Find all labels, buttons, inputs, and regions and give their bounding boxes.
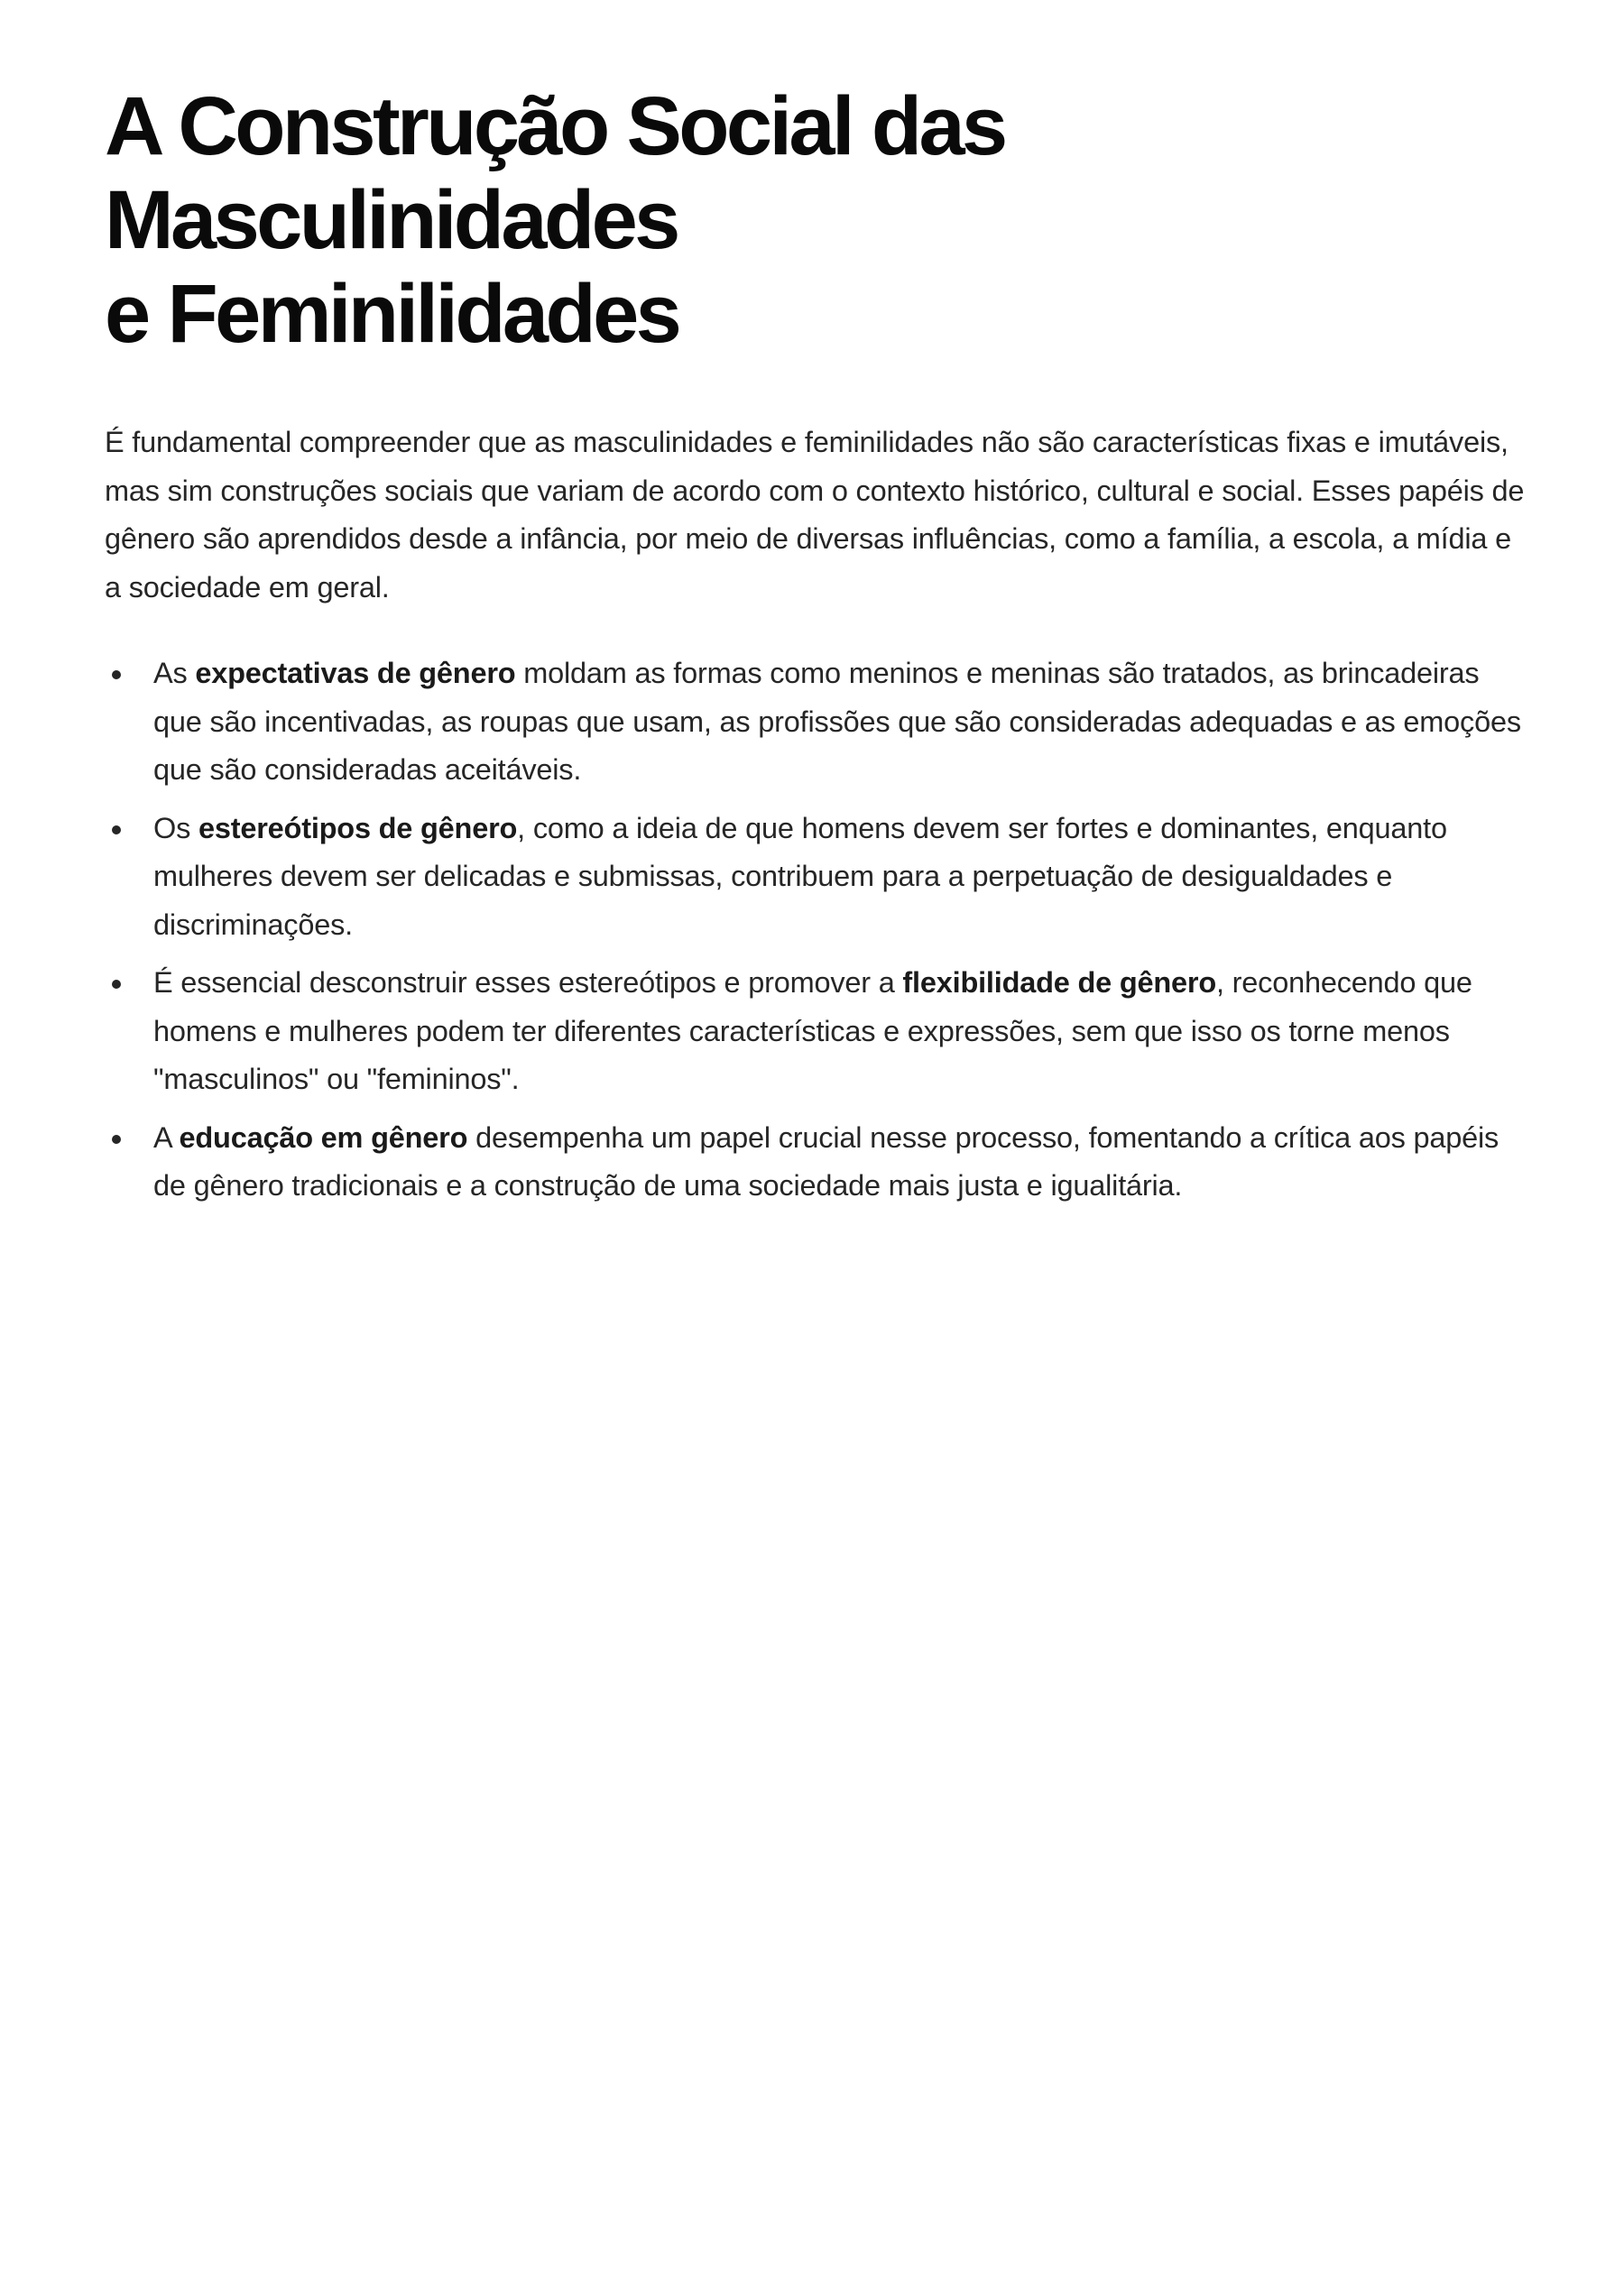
document-page [105, 79, 1530, 1221]
list-item [105, 959, 1530, 1104]
list-item [105, 650, 1530, 795]
bullet-icon [112, 980, 121, 989]
title-line-1: A Construção Social das Masculinidades [105, 80, 1005, 266]
list-item [105, 1114, 1530, 1211]
list-item-text-pre: Os [153, 811, 198, 844]
title-line-2: e Feminilidades [105, 268, 679, 360]
list-item-text-post: , reconhecendo que homens e mulheres podem ter diferentes características e expressões, sem que isso os torne menos "masculinos" ou "femininos". [153, 966, 1472, 1095]
list-item-text-pre: A [153, 1120, 180, 1154]
list-item-emphasis: flexibilidade de gênero [902, 966, 1216, 999]
list-item-emphasis: estereótipos de gênero [198, 811, 518, 844]
intro-paragraph: É fundamental compreender que as masculinidades e feminilidades não são características fixas e imutáveis, mas sim construções sociais que variam de acordo com o contexto histórico, cultural e social. Esses papéis de gênero são aprendidos desde a infância, por meio de diversas influências, como a família, a escola, a mídia e a sociedade em geral. [105, 426, 1525, 604]
list-item-emphasis: educação em gênero [179, 1120, 468, 1154]
page-title [105, 79, 1530, 361]
list-item-text-post: desempenha um papel crucial nesse processo, fomentando a crítica aos papéis de gênero tradicionais e a construção de uma sociedade mais justa e igualitária. [153, 1120, 1499, 1202]
bullet-icon [112, 670, 121, 679]
bullet-icon [112, 1135, 121, 1144]
bullet-icon [112, 825, 121, 834]
list-item-text-pre: É essencial desconstruir esses estereótipos e promover a [153, 966, 903, 999]
list-item-emphasis: expectativas de gênero [195, 657, 516, 689]
list-item-text-pre: As [153, 657, 196, 689]
list-item [105, 805, 1530, 950]
list-item-text-post: moldam as formas como meninos e meninas são tratados, as brincadeiras que são incentivadas, as roupas que usam, as profissões que são consideradas adequadas e as emoções que são consideradas aceitáveis. [153, 657, 1521, 786]
bullet-list [105, 650, 1530, 1211]
list-item-text-post: , como a ideia de que homens devem ser fortes e dominantes, enquanto mulheres devem ser delicadas e submissas, contribuem para a perpetuação de desigualdades e discriminações. [153, 811, 1447, 941]
